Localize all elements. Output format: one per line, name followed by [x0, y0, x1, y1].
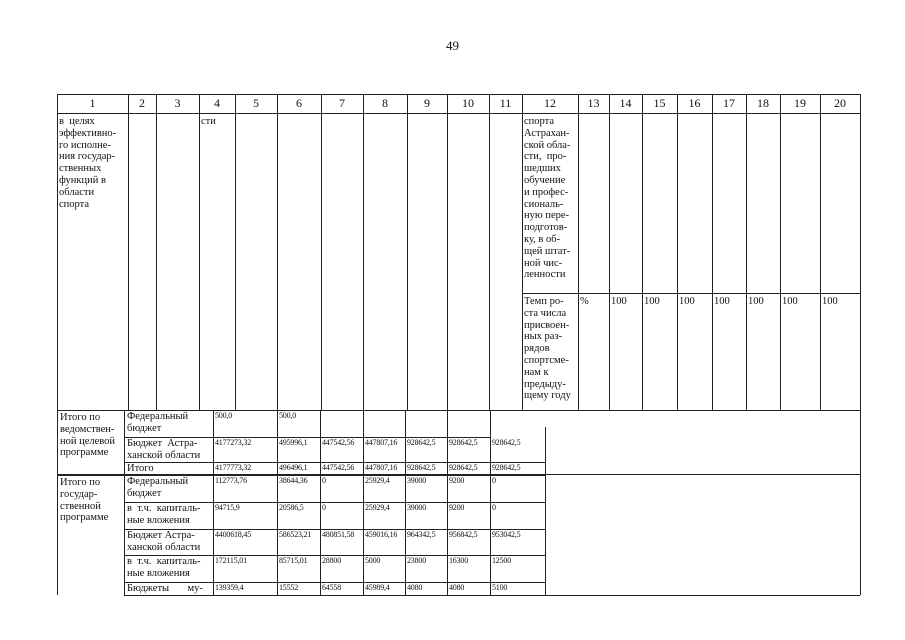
- column-header-17: 17: [723, 96, 735, 110]
- table-rule: [447, 94, 448, 410]
- summary-value: 28800: [322, 556, 342, 565]
- summary-value: 0: [322, 476, 326, 485]
- table-rule: [321, 94, 322, 410]
- table-rule: [57, 475, 58, 595]
- table-rule: [57, 94, 58, 410]
- table-rule: [363, 94, 364, 410]
- column-header-16: 16: [688, 96, 701, 110]
- summary-value: 447542,56: [322, 463, 355, 472]
- column-header-10: 10: [462, 96, 474, 110]
- table-rule: [545, 427, 546, 475]
- table-rule: [405, 475, 406, 595]
- table-rule: [712, 94, 713, 410]
- table-rule: [490, 475, 491, 595]
- indicator-value: 100: [748, 296, 764, 307]
- column-header-14: 14: [619, 96, 632, 110]
- summary-value: 64558: [322, 583, 342, 592]
- table-rule: [820, 94, 821, 410]
- table-rule: [57, 410, 58, 475]
- indicator-staff-training: спорта Астрахан- ской обла- сти, про- шедших обучение и профес- сиональ- ную пере- подготов- ку, в об- щей штат- ной чис- ленности: [524, 116, 571, 281]
- column-header-7: 7: [339, 96, 345, 110]
- summary-value: 495996,1: [279, 438, 308, 447]
- summary-value: 39000: [407, 476, 427, 485]
- column-header-3: 3: [174, 96, 181, 110]
- funding-source: Бюджеты му-: [127, 583, 203, 594]
- summary-value: 23800: [407, 556, 427, 565]
- table-rule: [405, 410, 406, 475]
- goal-text: в целях эффективно- го исполне- ния государ- ственных функций в области спорта: [59, 116, 117, 210]
- table-rule: [57, 474, 860, 475]
- funding-source: Федеральный бюджет: [127, 476, 189, 499]
- indicator-value: 100: [679, 296, 695, 307]
- table-rule: [780, 94, 781, 410]
- indicator-value: 100: [782, 296, 798, 307]
- funding-source: в т.ч. капиталь- ные вложения: [127, 556, 201, 579]
- summary-value: 4080: [449, 583, 465, 592]
- table-rule: [320, 475, 321, 595]
- column-header-18: 18: [757, 96, 769, 110]
- column-header-13: 13: [587, 96, 600, 110]
- summary-value: 139359,4: [215, 583, 244, 592]
- table-rule: [124, 410, 125, 475]
- summary-value: 928642,5: [407, 438, 436, 447]
- column-header-12: 12: [544, 96, 556, 110]
- summary-value: 12500: [492, 556, 512, 565]
- table-rule: [199, 94, 200, 410]
- column-header-20: 20: [834, 96, 846, 110]
- table-rule: [642, 94, 643, 410]
- table-rule: [124, 475, 125, 595]
- summary-value: 5100: [492, 583, 508, 592]
- table-rule: [522, 94, 523, 410]
- table-rule: [447, 475, 448, 595]
- column-header-5: 5: [253, 96, 259, 110]
- summary-value: 94715,9: [215, 503, 240, 512]
- column-header-11: 11: [499, 96, 512, 110]
- table-rule: [609, 94, 610, 410]
- summary-value: 496496,1: [279, 463, 308, 472]
- indicator-value: 100: [822, 296, 838, 307]
- summary-value: 4177773,32: [215, 463, 252, 472]
- column-header-15: 15: [653, 96, 666, 110]
- summary-value: 85715,01: [279, 556, 308, 565]
- table-rule: [156, 94, 157, 410]
- table-rule: [489, 94, 490, 410]
- table-rule: [545, 475, 546, 595]
- summary-value: 16300: [449, 556, 469, 565]
- column-header-19: 19: [794, 96, 806, 110]
- summary-label-1: Итого по ведомствен- ной целевой программе: [60, 412, 116, 459]
- indicator-value: 100: [611, 296, 627, 307]
- summary-value: 964342,5: [407, 530, 436, 539]
- summary-value: 928642,5: [449, 438, 478, 447]
- summary-value: 928642,5: [449, 463, 478, 472]
- table-rule: [363, 475, 364, 595]
- summary-value: 447542,56: [322, 438, 355, 447]
- unit-percent: %: [580, 296, 589, 307]
- page-number: 49: [446, 38, 459, 53]
- summary-value: 447807,16: [365, 438, 398, 447]
- summary-value: 500,0: [279, 411, 297, 420]
- table-rule: [320, 410, 321, 475]
- summary-value: 45989,4: [365, 583, 390, 592]
- table-rule: [860, 94, 861, 595]
- summary-value: 447807,16: [365, 463, 398, 472]
- summary-value: 928642,5: [492, 438, 521, 447]
- column-header-6: 6: [296, 96, 302, 110]
- column-header-9: 9: [424, 96, 430, 110]
- summary-value: 4400618,45: [215, 530, 252, 539]
- table-rule: [213, 410, 214, 475]
- table-rule: [235, 94, 236, 410]
- table-rule: [57, 113, 860, 114]
- summary-value: 956842,5: [449, 530, 478, 539]
- summary-value: 9200: [449, 503, 465, 512]
- table-rule: [677, 94, 678, 410]
- funding-source: Бюджет Астра- ханской области: [127, 438, 201, 461]
- summary-value: 4177273,32: [215, 438, 252, 447]
- column-header-2: 2: [139, 96, 145, 110]
- summary-value: 928642,5: [407, 463, 436, 472]
- summary-value: 39000: [407, 503, 427, 512]
- summary-value: 0: [492, 476, 496, 485]
- table-rule: [490, 410, 491, 475]
- col4-fragment: сти: [201, 116, 216, 127]
- indicator-value: 100: [714, 296, 730, 307]
- summary-value: 5000: [365, 556, 381, 565]
- table-rule: [746, 94, 747, 410]
- funding-source: Бюджет Астра- ханской области: [127, 530, 201, 553]
- summary-value: 25929,4: [365, 503, 390, 512]
- table-rule: [522, 293, 860, 294]
- column-header-1: 1: [89, 96, 96, 110]
- summary-value: 500,0: [215, 411, 233, 420]
- summary-label-2: Итого по государ- ственной программе: [60, 477, 109, 524]
- summary-value: 25929,4: [365, 476, 390, 485]
- indicator-sport-ranks: Темп ро- ста числа присвоен- ных раз- рядов спортсме- нам к предыду- щему году: [524, 296, 571, 402]
- table-rule: [578, 94, 579, 410]
- funding-source: Итого: [127, 463, 154, 474]
- summary-value: 480851,58: [322, 530, 355, 539]
- table-rule: [545, 595, 860, 596]
- funding-source: в т.ч. капиталь- ные вложения: [127, 503, 201, 526]
- summary-value: 928642,5: [492, 463, 521, 472]
- table-rule: [57, 94, 860, 95]
- table-rule: [213, 475, 214, 595]
- summary-value: 38644,36: [279, 476, 308, 485]
- summary-value: 459016,16: [365, 530, 398, 539]
- summary-value: 15552: [279, 583, 299, 592]
- indicator-value: 100: [644, 296, 660, 307]
- table-rule: [277, 475, 278, 595]
- summary-value: 0: [492, 503, 496, 512]
- funding-source: Федеральный бюджет: [127, 411, 189, 434]
- column-header-8: 8: [382, 96, 388, 110]
- summary-value: 9200: [449, 476, 465, 485]
- summary-value: 20586,5: [279, 503, 304, 512]
- summary-value: 172115,01: [215, 556, 247, 565]
- summary-value: 586523,21: [279, 530, 312, 539]
- table-rule: [363, 410, 364, 475]
- table-rule: [277, 410, 278, 475]
- summary-value: 953042,5: [492, 530, 521, 539]
- table-rule: [124, 595, 545, 596]
- table-rule: [128, 94, 129, 410]
- table-rule: [277, 94, 278, 410]
- column-header-4: 4: [214, 96, 220, 110]
- table-rule: [447, 410, 448, 475]
- summary-value: 0: [322, 503, 326, 512]
- table-rule: [407, 94, 408, 410]
- summary-value: 4080: [407, 583, 423, 592]
- summary-value: 112773,76: [215, 476, 247, 485]
